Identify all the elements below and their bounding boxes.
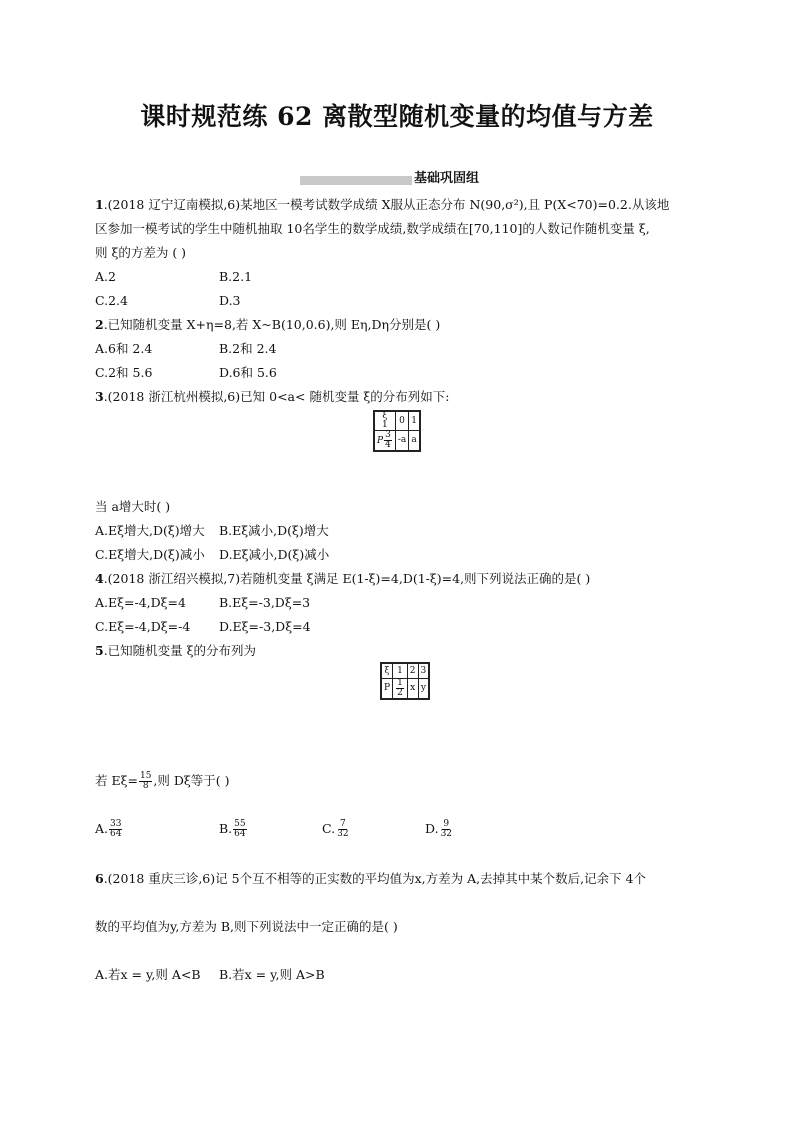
q3-table-row-1 — [374, 411, 420, 431]
q3-line1 — [95, 390, 450, 404]
q4-option-c: C.Eξ=-4,Dξ=-4 — [95, 619, 191, 634]
q6-line1 — [95, 872, 646, 886]
q3-table-p-cell: P $\frac{3}{4}$ — [374, 431, 395, 452]
q6-option-a: A.若x = y,则 A<B — [95, 967, 201, 982]
q2-option-c: C.2和 5.6 — [95, 365, 153, 380]
q5-distribution-table — [380, 662, 430, 700]
q3-table-a: a — [409, 431, 420, 452]
q5-table-y: y — [418, 679, 429, 700]
q1-option-a: A.2 — [95, 269, 116, 284]
section-title: 基础巩固组 — [414, 171, 480, 186]
q5-table-row-2 — [381, 679, 429, 700]
q1-option-b: B.2.1 — [219, 269, 253, 284]
q1-line1 — [95, 198, 669, 212]
q3-option-d: D.Eξ减小,D(ξ)减小 — [219, 547, 330, 562]
q5-table-p: P — [381, 679, 393, 700]
q5-number: 5 — [95, 643, 104, 658]
q4-number: 4 — [95, 571, 104, 586]
q3-option-c: C.Eξ增大,D(ξ)减小 — [95, 547, 205, 562]
q1-line3: 则 ξ的方差为 ( ) — [95, 245, 187, 260]
q4-option-a: A.Eξ=-4,Dξ=4 — [95, 595, 186, 610]
q1-number: 1 — [95, 197, 104, 212]
q6-text1: .(2018 重庆三诊,6)记 5个互不相等的正实数的平均值为x,方差为 A,去掉其中某个数后,记余下 4个 — [103, 871, 646, 886]
q5-table-val-1: 1 — [393, 663, 408, 679]
q2-line1 — [95, 318, 440, 332]
q5-frac-15-8: $\frac{15}{8}$ — [139, 771, 152, 791]
q3-table-head-cell — [374, 411, 395, 431]
q3-table-minus-a: -a — [395, 431, 408, 452]
q5-table-val-3: 3 — [418, 663, 429, 679]
q2-number: 2 — [95, 317, 104, 332]
q1-line2: 区参加一模考试的学生中随机抽取 10名学生的数学成绩,数学成绩在[70,110]的人数记作随机变量 ξ, — [95, 221, 650, 236]
q1-option-d: D.3 — [219, 293, 241, 308]
q5-table-half: $\frac{1}{2}$ — [393, 679, 408, 700]
q5-table-x: x — [407, 679, 418, 700]
q4-option-b: B.Eξ=-3,Dξ=3 — [219, 595, 311, 610]
q6-number: 6 — [95, 871, 104, 886]
q3-distribution-table — [373, 410, 421, 452]
q3-table-val-1: 1 — [409, 411, 420, 431]
q2-option-a: A.6和 2.4 — [95, 341, 153, 356]
q1-option-c: C.2.4 — [95, 293, 128, 308]
q5-table-head: ξ — [381, 663, 393, 679]
q5-condition: 若 Eξ= $\frac{15}{8}$ ,则 Dξ等于( ) — [95, 771, 230, 791]
q3-table-row-2 — [374, 431, 420, 452]
q6-line2: 数的平均值为y,方差为 B,则下列说法中一定正确的是( ) — [95, 919, 398, 934]
q5-option-d: D. $\frac{9}{32}$ — [425, 819, 453, 839]
q5-text1: .已知随机变量 ξ的分布列为 — [103, 643, 257, 658]
q3-frac-3-4: $\frac{3}{4}$ — [385, 430, 391, 450]
q2-text1: .已知随机变量 X+η=8,若 X~B(10,0.6),则 Eη,Dη分别是( ) — [103, 317, 441, 332]
q6-option-b: B.若x = y,则 A>B — [219, 967, 325, 982]
section-bar — [300, 176, 412, 185]
q3-option-b: B.Eξ减小,D(ξ)增大 — [219, 523, 329, 538]
q5-option-a: A. $\frac{33}{64}$ — [95, 819, 122, 839]
q3-number: 3 — [95, 389, 104, 404]
q1-text1: .(2018 辽宁辽南模拟,6)某地区一模考试数学成绩 X服从正态分布 N(90,σ²),且 P(X<70)=0.2.从该地 — [103, 197, 670, 212]
q5-option-c: C. $\frac{7}{32}$ — [322, 819, 349, 839]
q3-table-val-0: 0 — [395, 411, 408, 431]
q4-text1: .(2018 浙江绍兴模拟,7)若随机变量 ξ满足 E(1-ξ)=4,D(1-ξ)=4,则下列说法正确的是( ) — [103, 571, 591, 586]
q5-line1 — [95, 644, 256, 658]
q5-option-b: B. $\frac{55}{64}$ — [219, 819, 246, 839]
q3-head-stack: ξ 1 — [382, 411, 388, 430]
q3-line2: 当 a增大时( ) — [95, 499, 171, 514]
q5-table-val-2: 2 — [407, 663, 418, 679]
page-title: 课时规范练 62 离散型随机变量的均值与方差 — [140, 102, 654, 131]
q5-table-row-1 — [381, 663, 429, 679]
q4-line1 — [95, 572, 590, 586]
q2-option-b: B.2和 2.4 — [219, 341, 277, 356]
q3-option-a: A.Eξ增大,D(ξ)增大 — [95, 523, 205, 538]
q3-text1: .(2018 浙江杭州模拟,6)已知 0<a< 随机变量 ξ的分布列如下: — [103, 389, 450, 404]
q2-option-d: D.6和 5.6 — [219, 365, 277, 380]
q4-option-d: D.Eξ=-3,Dξ=4 — [219, 619, 311, 634]
